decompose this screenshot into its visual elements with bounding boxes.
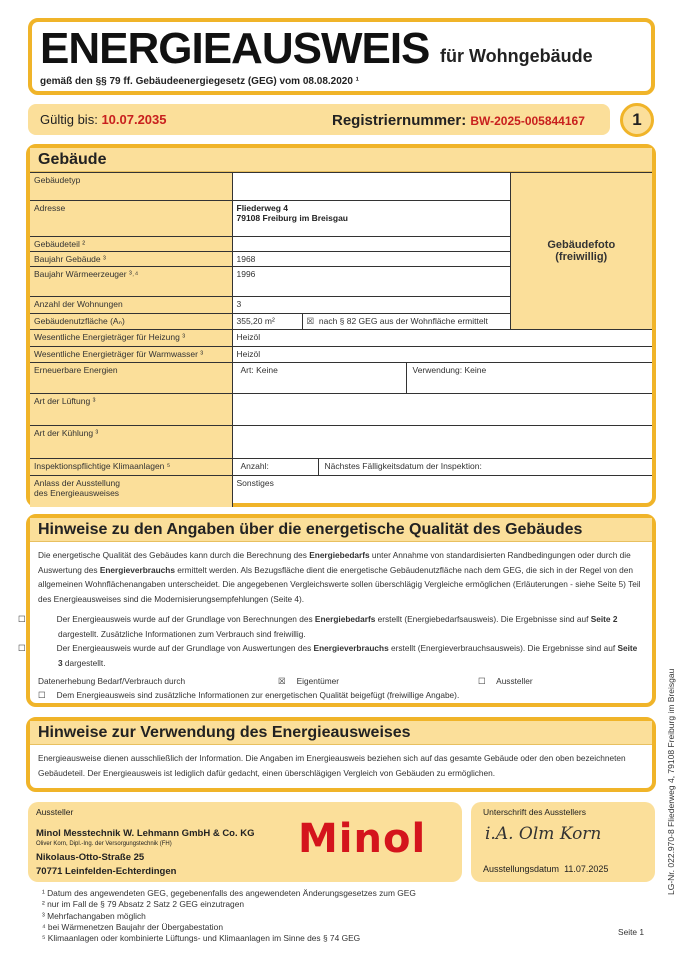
section-title: Hinweise zu den Angaben über die energetische Qualität des Gebäudes <box>30 518 652 542</box>
ac-count: Anzahl: <box>233 459 319 475</box>
label-hotwater-carrier: Wesentliche Energieträger für Warmwasser ³ <box>30 347 232 363</box>
value-floor-area: 355,20 m² <box>232 314 302 330</box>
demand-checkbox[interactable]: ☐ <box>18 614 26 624</box>
footnote: ² nur im Fall de § 79 Absatz 2 Satz 2 GEG einzutragen <box>42 899 245 910</box>
photo-label: Gebäudefoto <box>547 239 616 251</box>
issuer-checkbox[interactable]: ☐ <box>478 676 486 686</box>
issuer-street: Nikolaus-Otto-Straße 25 <box>36 852 145 863</box>
option-extra-info: ☐ Dem Energieausweis sind zusätzliche Informationen zur energetischen Qualität beigefügt (freiwillige Angabe). <box>38 688 644 703</box>
section-title: Gebäude <box>30 148 652 172</box>
value-apartments: 3 <box>232 297 510 314</box>
value-hotwater-carrier: Heizöl <box>232 347 652 363</box>
title-box <box>28 18 655 95</box>
issuer-box <box>28 802 462 882</box>
ac-next-inspection: Nächstes Fälligkeitsdatum der Inspektion: <box>324 461 482 471</box>
owner-label: Eigentümer <box>296 676 340 686</box>
label-issue-reason: Anlass der Ausstellung <box>34 478 120 488</box>
label-cooling: Art der Kühlung ³ <box>30 426 232 459</box>
minol-logo: Minol <box>298 816 427 862</box>
registration-label: Registriernummer: <box>332 112 467 129</box>
value-issue-reason: Sonstiges <box>232 476 652 507</box>
photo-placeholder <box>510 173 652 330</box>
footnotes <box>42 888 416 944</box>
validity-bar <box>28 104 610 135</box>
issue-date: 11.07.2025 <box>564 864 609 874</box>
label-ventilation: Art der Lüftung ³ <box>30 394 232 426</box>
label-address: Adresse <box>30 201 232 237</box>
value-ventilation <box>232 394 652 426</box>
option-demand: ☐ Der Energieausweis wurde auf der Grundlage von Berechnungen des Energiebedarfs erstellt (Energiebedarfsausweis). Die Ergebnisse sind auf Seite 2 dargestellt. Zusätzliche Informationen zum Verbrauch sind freiwillig. <box>18 614 618 639</box>
registration-number: BW-2025-005844167 <box>470 114 585 128</box>
address-street: Fliederweg 4 <box>236 203 288 213</box>
label-heating-carrier: Wesentliche Energieträger für Heizung ³ <box>30 330 232 347</box>
address-city: 79108 Freiburg im Breisgau <box>236 213 348 223</box>
option-consumption: ☐ Der Energieausweis wurde auf der Grundlage von Auswertungen des Energieverbrauchs erstellt (Energieverbrauchsausweis). Die Ergebnisse sind auf Seite 3 dargestellt. <box>18 643 638 668</box>
value-cooling <box>232 426 652 459</box>
signature: i.A. Olm Korn <box>485 824 602 844</box>
page-number: Seite 1 <box>618 927 645 937</box>
label-building-part: Gebäudeteil ² <box>30 237 232 252</box>
label-building-type: Gebäudetyp <box>30 173 232 201</box>
label-year-built: Baujahr Gebäude ³ <box>30 252 232 267</box>
label-floor-area: Gebäudenutzfläche (Aₙ) <box>30 314 232 330</box>
value-building-type <box>232 173 510 201</box>
issuer-label: Aussteller <box>496 676 533 686</box>
data-collection-row <box>38 674 644 688</box>
building-table <box>30 172 652 507</box>
issuer-label: Aussteller <box>36 807 74 817</box>
issuer-company: Minol Messtechnik W. Lehmann GmbH & Co. KG <box>36 828 255 839</box>
footnote: ¹ Datum des angewendeten GEG, gegebenenfalls des angewendeten Änderungsgesetzes zum GEG <box>42 888 416 898</box>
issuer-city: 70771 Leinfelden-Echterdingen <box>36 866 177 877</box>
extra-info-checkbox[interactable]: ☐ <box>38 690 46 700</box>
valid-until-date: 10.07.2035 <box>101 112 167 127</box>
label-apartments: Anzahl der Wohnungen <box>30 297 232 314</box>
issue-date-label: Ausstellungsdatum <box>483 864 560 874</box>
floor-area-checkbox[interactable]: ☒ <box>306 316 315 326</box>
value-heating-carrier: Heizöl <box>232 330 652 347</box>
label-ac-inspection: Inspektionspflichtige Klimaanlagen ⁵ <box>30 459 232 476</box>
signature-box <box>471 802 655 882</box>
footnote: ⁵ Klimaanlagen oder kombinierte Lüftungs- und Klimaanlagen im Sinne des § 74 GEG <box>42 933 361 944</box>
document-title: ENERGIEAUSWEIS <box>40 24 430 73</box>
floor-area-note: nach § 82 GEG aus der Wohnfläche ermittelt <box>318 316 488 326</box>
valid-until-label: Gültig bis: <box>40 112 98 127</box>
law-reference: gemäß den §§ 79 ff. Gebäudeenergiegesetz (GEG) vom 08.08.2020 ¹ <box>40 76 360 87</box>
section-title: Hinweise zur Verwendung des Energieausweises <box>30 721 652 745</box>
value-heater-year: 1996 <box>232 267 510 297</box>
label-heater-year: Baujahr Wärmeerzeuger ³˒⁴ <box>30 267 232 297</box>
consumption-checkbox[interactable]: ☐ <box>18 643 26 653</box>
usage-text: Energieausweise dienen ausschließlich der Information. Die Angaben im Energieausweis beziehen sich auf das gesamte Gebäude oder den oben bezeichneten Gebäudeteil. Der Energieausweis ist lediglich dafür gedacht, einen überschlägigen Vergleich von Gebäuden zu ermöglichen. <box>38 753 626 778</box>
value-building-part <box>232 237 510 252</box>
label-renewables: Erneuerbare Energien <box>30 363 232 394</box>
side-reference: LG-Nr. 022.970-8 Fliederweg 4, 79108 Freiburg im Breisgau <box>666 668 676 895</box>
page-number-badge: 1 <box>620 103 654 137</box>
photo-note: (freiwillig) <box>555 251 608 263</box>
label-issue-reason-2: des Energieausweises <box>34 488 120 498</box>
renewables-type: Art: Keine <box>233 363 407 393</box>
value-year-built: 1968 <box>232 252 510 267</box>
renewables-usage: Verwendung: Keine <box>412 365 487 375</box>
building-section <box>26 144 656 507</box>
owner-checkbox[interactable]: ☒ <box>278 676 286 686</box>
quality-intro: Die energetische Qualität des Gebäudes kann durch die Berechnung des Energiebedarfs unter Annahme von standardisierten Randbedingungen oder durch die Auswertung des Energieverbrauchs ermittelt werden. Als Bezugsfläche dient die energetische Gebäudenutzfläche nach dem GEG, die sich in der Regel von den allgemeinen Wohnflächenangaben unterscheidet. Die angegebenen Vergleichswerte sollen überschlägig Vergleiche ermöglichen (Erläuterungen - siehe Seite 5) Teil des Energieausweises sind die Modernisierungsempfehlungen (Seite 4). <box>38 550 641 604</box>
usage-section <box>26 717 656 792</box>
footnote: ³ Mehrfachangaben möglich <box>42 910 146 921</box>
data-collection-label: Datenerhebung Bedarf/Verbrauch durch <box>38 676 186 686</box>
document-subtitle: für Wohngebäude <box>440 46 593 66</box>
quality-section <box>18 514 656 707</box>
issuer-person: Oliver Korn, Dipl.-Ing. der Versorgungstechnik (FH) <box>36 841 172 847</box>
signature-label: Unterschrift des Ausstellers <box>483 807 586 817</box>
footnote: ⁴ bei Wärmenetzen Baujahr der Übergabestation <box>42 921 223 932</box>
